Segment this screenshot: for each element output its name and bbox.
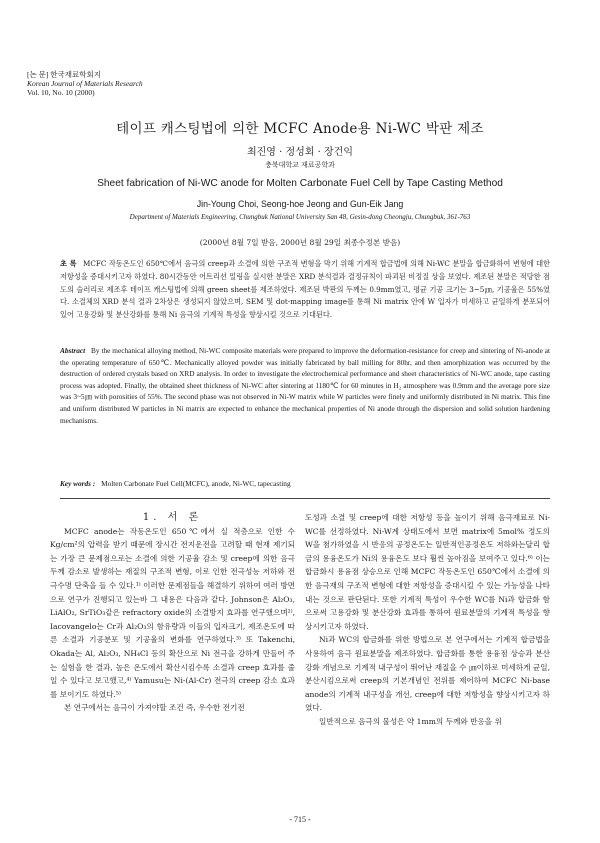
authors-english: Jin-Young Choi, Seong-hoe Jeong and Gun-Eik Jang bbox=[196, 199, 404, 209]
divider bbox=[60, 498, 550, 499]
body-column-right bbox=[305, 511, 550, 729]
paper-title-english: Sheet fabrication of Ni-WC anode for Molten Carbonate Fuel Cell by Tape Casting Method bbox=[97, 178, 503, 189]
journal-volume: Vol. 10, No. 10 (2000) bbox=[27, 88, 95, 97]
abstract-english-text: By the mechanical alloying method, Ni-WC composite materials were prepared to improve the deformation-resistance for creep and sintering of Ni-anode at the operating temperature of 650℃. Mechanically alloyed powder was initially fabricated by ball milling for 80hr, and then amorphization was occurred by the destruction of ordered crystals based on XRD analysis. In order to investigate the electrochemical performance and sheet characteristics of Ni-WC anode, tape casting process was adopted. Finally, the obtained sheet thickness of Ni-WC after sintering at 1180℃ for 60 minutes in H₂ atmosphere was 0.9mm and the average pore size was 3~5㎛ with porosities of 55%. The second phase was not observed in Ni-W matrix while W particles were finely and uniformly distributed in Ni matrix. This fine and uniform distributed W particles in Ni matrix are expected to enhance the mechanical properties of Ni anode through the dispersion and solid solution hardening mechanisms. bbox=[60, 346, 550, 425]
body-paragraph: 도성과 소결 및 creep에 대한 저항성 등을 높이기 위해 음극재료로 Ni-WC를 선정하였다. Ni-W계 상태도에서 보면 matrix에 5mol% 정도의 W을 첨가하였을 시 반응의 공정온도는 일반적인공정온도 저하와는달리 합금의 용융온도가 Ni의 용융온도 보다 훨씬 높아짐을 보여주고 있다.⁶⁾ 이는 합금화시 용융점 상승으로 인해 MCFC 작동온도인 650℃에서 소결에 의한 음극재의 구조적 변형에 대한 저항성을 증대시킬 수 있는 가능성을 나타내는 것으로 판단된다. 또한 기계적 특성이 우수한 WC를 Ni과 합금화 함으로써 고용강화 및 분산강화 효과를 통하여 원료분말의 기계적 특성을 향상시키고자 하였다. bbox=[305, 513, 550, 631]
abstract-korean-text: MCFC 작동온도인 650℃에서 음극의 creep과 소결에 의한 구조적 변형을 막기 위해 기계적 합금법에 의해 Ni-WC 분말을 합금화하여 변형에 대한 저항성을 증대시키고자 하였다. 80시간동안 어트리션 밀링을 실시한 분말은 XRD 분석결과 결정규칙이 파괴된 비정질 상을 보였다. 제조된 분말은 적당한 점도의 슬러리로 제조후 테이프 캐스팅법에 의해 green sheet를 제조하였다. 제조된 박판의 두께는 0.9mm였고, 평균 기공 크기는 3~5㎛, 기공율은 55%였다. 소결체의 XRD 분석 결과 2차상은 생성되지 않았으며, SEM 및 dot-mapping image를 통해 Ni matrix 안에 W 입자가 미세하고 균일하게 분포되어 있어 고용강화 및 분산강화를 통해 Ni 음극의 기계적 특성을 향상시킬 것으로 기대된다. bbox=[60, 259, 550, 320]
paper-title-korean: 테이프 캐스팅법에 의한 MCFC Anode용 Ni-WC 박판 제조 bbox=[116, 121, 484, 137]
journal-name-en: Korean Journal of Materials Research bbox=[27, 79, 143, 88]
abstract-english bbox=[60, 345, 550, 426]
body-paragraph: 일반적으로 음극의 물성은 약 1mm의 두께와 반응을 위 bbox=[319, 716, 502, 726]
abstract-korean-label: 초 록 bbox=[60, 259, 77, 268]
keywords-text: Molten Carbonate Fuel Cell(MCFC), anode, Ni-WC, tapecasting bbox=[101, 479, 291, 488]
body-paragraph: MCFC anode는 작동온도인 650℃에서 실 적층으로 인한 수 Kg/cm²의 압력을 받기 때문에 장시간 전지운전을 고려할 때 현재 제기되는 가장 큰 문제점으로는 소결에 의한 기공율 감소 및 creep에 의한 음극두께 감소로 발생하는 재질의 구조적 변형, 이로 인한 전극성능 저하와 전극수명 단축을 들 수 있다.¹⁾ 이러한 문제점들을 해결하기 위하여 여러 방면으로 연구가 진행되고 있는바 그 내용은 다음과 같다. Johnson은 Al₂O₃, LiAlO₂, SrTiO₃같은 refractory oxide의 소결방지 효과를 연구했으며²⁾, Iacovangelo는 Cr과 Al₂O₃의 함유량과 이들의 입자크기, 제조온도에 따른 소결과 기공분포 및 기공율의 변화를 연구하였다.³⁾ 또 Takenchi, Okada는 Al, Al₂O₃, NH₄Cl 등의 확산으로 Ni 전극을 강하게 만들어 주는 실험을 한 결과, 높은 온도에서 확산시킴수록 소결과 creep 효과를 줄일 수 있다고 보고했고,⁴⁾ Yamusu는 Ni-(Al-Cr) 전극의 creep 감소 효과를 보이기도 하였다.⁵⁾ bbox=[50, 526, 295, 699]
affiliation-korean: 충북대학교 재료공학과 bbox=[265, 161, 335, 169]
received-date: (2000년 8월 7일 받음, 2000년 8월 29일 최종수정본 받음) bbox=[199, 238, 401, 247]
affiliation-english: Department of Materials Engineering, Chungbuk National University San 48, Gesin-dong Cheongju, Chungbuk, 361-763 bbox=[129, 213, 471, 221]
abstract-english-label: Abstract bbox=[60, 346, 86, 355]
journal-header bbox=[27, 70, 287, 97]
keywords-label: Key words : bbox=[60, 479, 96, 488]
page-number: - 715 - bbox=[289, 815, 311, 824]
journal-section-line: [논 문] 한국재료학회지 bbox=[27, 70, 101, 79]
body-paragraph: 본 연구에서는 음극이 가져야할 조건 즉, 우수한 전기전 bbox=[64, 703, 245, 713]
authors-korean: 최진영 · 정성회 · 장건익 bbox=[246, 147, 353, 158]
keywords bbox=[60, 479, 550, 488]
body-column-left bbox=[50, 511, 295, 715]
section-heading-introduction: 1. 서 론 bbox=[142, 512, 203, 523]
abstract-korean bbox=[60, 258, 550, 322]
body-paragraph: Ni과 WC의 합금화를 위한 방법으로 본 연구에서는 기계적 합금법을 사용하여 음극 원료분말을 제조하였다. 합금화를 통한 용융점 상승과 분산강화 개념으로 기계적 내구성이 뛰어난 재질을 수 ㎛이하로 미세하게 균일, 분산시킴으로써 creep의 기본개념인 전위를 제어하여 MCFC Ni-base anode의 기계적 내구성을 개선, creep에 대한 저항성을 향상시키고자 하였다. bbox=[305, 635, 550, 713]
